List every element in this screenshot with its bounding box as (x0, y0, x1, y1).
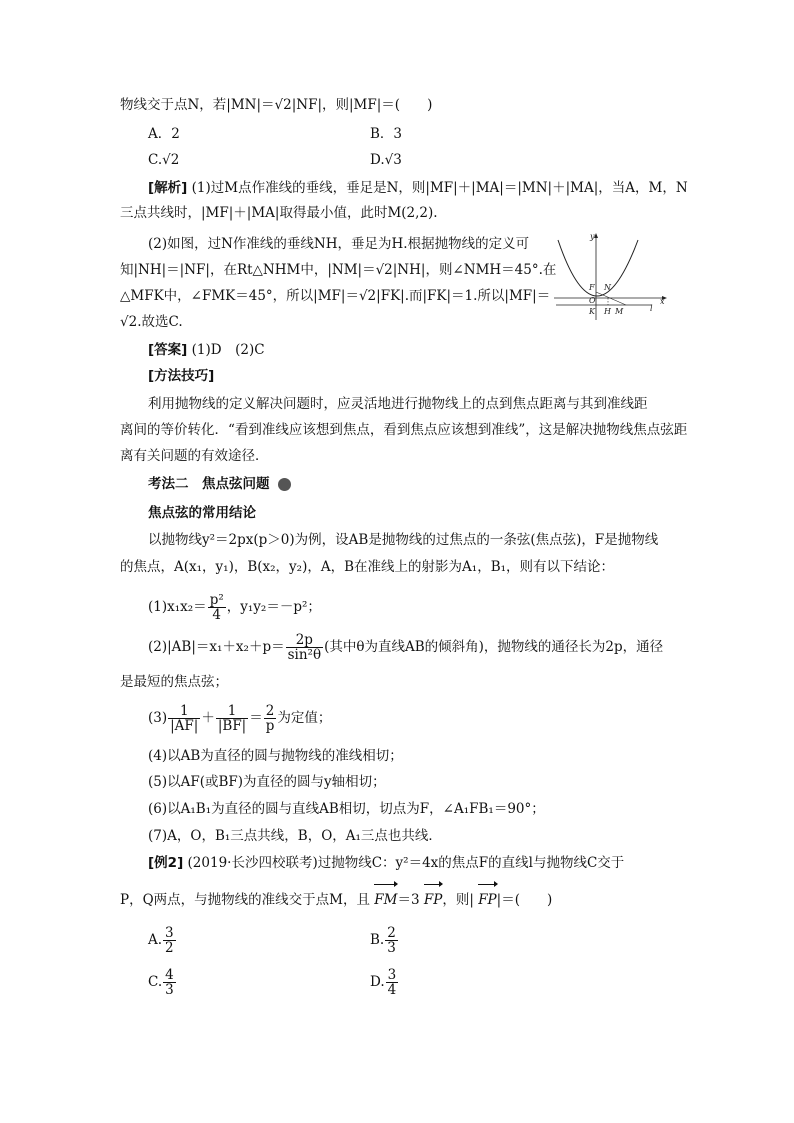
c3-n3: 2 (264, 704, 277, 719)
segment-FM (596, 292, 626, 305)
c3-plus: ＋ (201, 710, 215, 726)
label-H: H (604, 307, 611, 316)
conclusions-title: 焦点弦的常用结论 (148, 505, 256, 521)
conclusion-3 (148, 702, 331, 734)
example2-tag: [例2] (148, 855, 184, 871)
c3-fraction-1 (168, 704, 200, 733)
example2-source: (2019·长沙四校联考) (187, 855, 318, 871)
c3-pre: (3) (148, 710, 168, 726)
opt-d-frac (386, 968, 399, 997)
example2-option-d (370, 966, 399, 998)
conclusions-intro-l2: 的焦点，A(x₁，y₁)，B(x₂，y₂)，A，B在准线上的射影为A₁，B₁，则有以下结论： (120, 559, 615, 575)
c1-post: ，y₁y₂＝－p²； (226, 599, 321, 615)
tips-l2: 离间的等价转化．“看到准线应该想到焦点，看到焦点应该想到准线”，这是解决抛物线焦点弦距 (120, 422, 688, 438)
conclusions-intro-l1: 以抛物线y²＝2px(p＞0)为例，设AB是抛物线的过焦点的一条弦(焦点弦)，F是抛物线 (148, 532, 659, 548)
analysis-p2-l4: √2.故选C. (120, 314, 183, 330)
example2-option-c (148, 966, 177, 998)
y-axis-arrow (594, 233, 598, 238)
c2-fraction (286, 633, 323, 662)
conclusion-2 (148, 632, 663, 662)
c1-fraction (208, 593, 226, 622)
c1-pre: (1)x₁x₂＝ (148, 599, 207, 615)
analysis-p2-l1: (2)如图，过N作准线的垂线NH，垂足为H.根据抛物线的定义可 (148, 236, 530, 252)
opt-a-pre: A. (148, 932, 163, 948)
opt-b-den: 3 (387, 940, 396, 956)
analysis-p1-l2: 三点共线时，|MF|＋|MA|取得最小值，此时M(2,2). (120, 205, 438, 221)
example2-l1: 过抛物线C：y²＝4x的焦点F的直线l与抛物线C交于 (317, 855, 625, 871)
analysis-p1-l1: (1)过M点作准线的垂线，垂足是N，则|MF|＋|MA|＝|MN|＋|MA|，当A，M，N (191, 180, 688, 196)
analysis-line-1 (148, 178, 688, 198)
example2-option-b (370, 924, 399, 956)
conclusion-4: (4)以AB为直径的圆与抛物线的准线相切； (148, 748, 403, 764)
c3-fraction-3 (264, 704, 277, 733)
example2-line-2 (120, 888, 552, 912)
opt-a-frac (163, 926, 176, 955)
conclusion-1 (148, 592, 321, 622)
c3-fraction-2 (216, 704, 248, 733)
label-x: x (660, 297, 665, 306)
opt-c-num: 4 (165, 967, 174, 983)
method2-title: 考法二 焦点弦问题 (148, 476, 270, 492)
q1-option-c: C.√2 (148, 152, 180, 168)
answer-text: (1)D (2)C (191, 342, 265, 358)
opt-c-den: 3 (165, 982, 174, 998)
c3-d2: |BF| (217, 718, 247, 734)
conclusion-6: (6)以A₁B₁为直径的圆与直线AB相切，切点为F，∠A₁FB₁＝90°； (148, 801, 545, 817)
label-K: K (589, 307, 595, 316)
conclusion-5: (5)以AF(或BF)为直径的圆与y轴相切； (148, 774, 386, 790)
vector-FP-2: FP (478, 888, 496, 912)
opt-b-num: 2 (387, 925, 396, 941)
example2-line-1 (148, 853, 624, 873)
c2-num: 2p (286, 633, 323, 648)
c3-post: 为定值； (277, 710, 332, 726)
example2-end: |＝( ) (496, 892, 553, 908)
conclusion-2-l2: 是最短的焦点弦； (120, 674, 228, 690)
answer-tag: [答案] (148, 342, 188, 358)
opt-a-den: 2 (165, 940, 174, 956)
conclusion-7: (7)A，O，B₁三点共线，B，O，A₁三点也共线． (148, 828, 442, 844)
analysis-p2-l2: 知|NH|＝|NF|，在Rt△NHM中，|NM|＝√2|NH|，则∠NMH＝45°.在 (120, 262, 557, 278)
analysis-p2-l3: △MFK中，∠FMK＝45°，所以|MF|＝√2|FK|.而|FK|＝1.所以|MF|＝ (120, 288, 551, 304)
vector-FP: FP (424, 888, 442, 912)
c3-d1: |AF| (170, 718, 199, 734)
bullet-dot-icon (278, 478, 291, 491)
c3-n2: 1 (216, 704, 248, 719)
example2-l2-pre: P，Q两点，与抛物线的准线交于点M，且 (120, 892, 370, 908)
c1-den: 4 (212, 607, 222, 623)
c2-post: (其中θ为直线AB的倾斜角)，抛物线的通径长为2p，通径 (324, 639, 664, 655)
c1-num: p² (209, 592, 224, 608)
q1-option-b: B．3 (370, 126, 403, 142)
tips-l1: 利用抛物线的定义解决问题时，应灵活地进行抛物线上的点到焦点距离与其到准线距 (148, 396, 648, 412)
opt-c-pre: C. (148, 974, 163, 990)
c3-n1: 1 (168, 704, 200, 719)
method2-heading (148, 474, 291, 494)
label-M: M (615, 307, 624, 316)
label-N: N (604, 283, 611, 292)
c2-pre: (2)|AB|＝x₁＋x₂＋p＝ (148, 639, 285, 655)
analysis-tag: [解析] (148, 180, 188, 196)
tips-l3: 离有关问题的有效途径． (120, 448, 269, 464)
opt-b-pre: B. (370, 932, 385, 948)
c3-d3: p (265, 718, 275, 734)
answer-line (148, 340, 265, 360)
q1-stem: 物线交于点N，若|MN|＝√2|NF|，则|MF|＝( ) (120, 97, 433, 113)
label-y: y (590, 232, 595, 241)
opt-d-pre: D. (370, 974, 385, 990)
opt-b-frac (385, 926, 398, 955)
opt-c-frac (163, 968, 176, 997)
tips-tag: [方法技巧] (148, 368, 215, 384)
vector-FM: FM (374, 888, 397, 912)
q1-option-a: A．2 (148, 126, 180, 142)
example2-option-a (148, 924, 177, 956)
c3-eq: ＝ (249, 710, 263, 726)
label-l: l (650, 304, 653, 313)
q1-option-d: D.√3 (370, 152, 402, 168)
example2-eq: ＝3 (397, 892, 420, 908)
label-F: F (589, 283, 595, 292)
example2-mid: ，则| (442, 892, 474, 908)
opt-a-num: 3 (165, 925, 174, 941)
opt-d-num: 3 (387, 967, 397, 983)
label-O: O (589, 296, 596, 305)
opt-d-den: 4 (387, 982, 397, 998)
c2-den: sin²θ (287, 647, 322, 663)
parabola-figure (552, 232, 670, 322)
parabola-curve (558, 240, 638, 296)
